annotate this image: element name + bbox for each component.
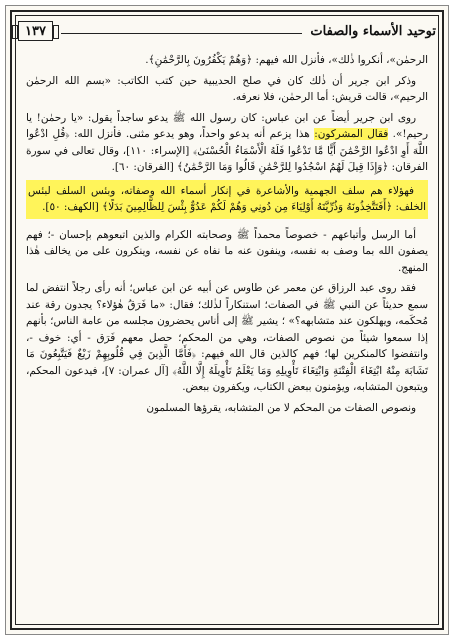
page-header bbox=[18, 18, 436, 44]
book-page bbox=[5, 5, 449, 635]
running-title: توحيد الأسماء والصفات bbox=[310, 23, 436, 39]
page-number-box bbox=[18, 21, 53, 41]
paragraph: ونصوص الصفات من المحكم لا من المتشابه، يقرؤها المسلمون bbox=[146, 401, 416, 414]
highlighted-paragraph bbox=[26, 180, 428, 219]
paragraph: الرحمٰن»، أنكروا ذٰلك»، فأنزل الله فيهم: ﴿وَهُمْ يَكْفُرُونَ بِالرَّحْمَٰنِ﴾. bbox=[145, 54, 428, 66]
paragraph: فقد روى عبد الرزاق عن معمر عن طاوس عن أبيه عن ابن عباس؛ أنه رأى رجلاً انتفض لما سمع حديثاً عن النبي ﷺ في الصفات؛ استنكاراً لذٰلك؛ فقال: «ما فَرَقُ هٰؤلاء؟ يجدون رقة عند مُحكَمه، ويهلكون عند متشابهه؟» ؛ يشير ﷺ إلى أناس يحضرون مجلسه من عامة الناس؛ بأنهم إذا سمعوا شيئاً من نصوص الصفات، وهي من المحكم؛ حصل معهم فَرَق - أي: خوف -، وانتفضوا كالمنكرين لها؛ فهم كالذين قال الله فيهم: ﴿فَأَمَّا الَّذِينَ فِي قُلُوبِهِمْ زَيْغٌ فَيَتَّبِعُونَ مَا تَشَابَهَ مِنْهُ ابْتِغَاءَ الْفِتْنَةِ وَابْتِغَاءَ تَأْوِيلِهِ وَمَا يَعْلَمُ تَأْوِيلَهُ إِلَّا اللَّهُ﴾ [آل عمران: ٧]، فيدعون المحكم، ويتبعون المتشابه، ويؤمنون ببعض الكتاب، ويكفرون ببعض. bbox=[26, 282, 428, 393]
paragraph: فهؤلاء هم سلف الجهمية والأشاعرة في إنكار أسماء الله وصفاته، وبئس السلف لبئس الخلف: ﴿أَفَتَتَّخِذُونَهُ وَذُرِّيَّتَهُ أَوْلِيَاءَ مِن دُونِي وَهُمْ لَكُمْ عَدُوٌّ بِئْسَ لِلظَّالِمِينَ بَدَلًا﴾ [الكهف: ٥٠]. bbox=[28, 184, 426, 213]
paragraph-text: روى ابن جرير أيضاً عن ابن عباس: كان رسول الله ﷺ يدعو ساجداً يقول: «يا رحمٰن! يا رحيم!». bbox=[26, 111, 428, 140]
header-rule bbox=[61, 33, 302, 34]
paragraph: أما الرسل وأتباعهم - خصوصاً محمداً ﷺ وصحابته الكرام والذين اتبعوهم بإحسان -؛ فهم يصفون الله بما وصف به نفسه، وينفون عنه ما نفاه عن نفسه، وينكرون على من يخالف هٰذا المنهج. bbox=[26, 228, 428, 274]
paragraph: وذكر ابن جرير أن ذٰلك كان في صلح الحديبية حين كتب الكاتب: «بسم الله الرحمٰن الرحيم»، قالت قريش: أما الرحمٰن، فلا نعرفه. bbox=[26, 74, 428, 103]
body-text bbox=[26, 52, 428, 620]
highlighted-phrase: فقال المشركون: bbox=[314, 128, 389, 140]
paragraph-text: هذا يزعم أنه يدعو واحداً، وهو يدعو مثنى. فأنزل الله: ﴿قُلِ ادْعُوا اللَّهَ أَوِ ادْعُوا الرَّحْمَٰنَ أَيًّا مَّا تَدْعُوا فَلَهُ الْأَسْمَاءُ الْحُسْنَىٰ﴾ [الإسراء: ١١٠]، وقال تعالى في سورة الفرقان: ﴿وَإِذَا قِيلَ لَهُمُ اسْجُدُوا لِلرَّحْمَٰنِ قَالُوا وَمَا الرَّحْمَٰنُ﴾ [الفرقان: ٦٠]. bbox=[26, 128, 428, 173]
page-number: ١٣٧ bbox=[25, 23, 46, 39]
paragraph bbox=[26, 110, 428, 176]
